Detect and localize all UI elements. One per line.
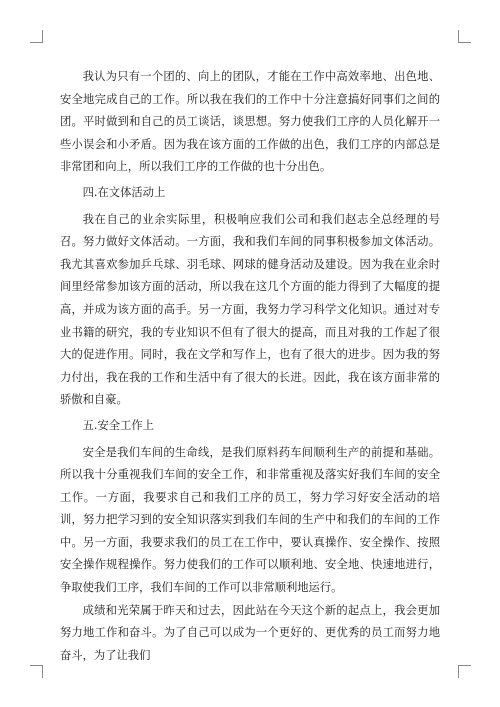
paragraph-safety-work: 安全是我们车间的生命线，是我们原料药车间顺利生产的前提和基础。所以我十分重视我们车间的安全工作，和非常重视及落实好我们车间的安全工作。一方面，我要求自己和我们工序的员工，努力学习好安全活动的培训，努力把学习到的安全知识落实到我们车间的生产中和我们的车间的工作中。另一方面，我要求我们的员工在工作中，要认真操作、安全操作、按照安全操作规程操作。努力使我们的工作可以顺利地、安全地、快速地进行，争取使我们工序，我们车间的工作可以非常顺利地运行。 [60, 445, 440, 595]
paragraph-conclusion: 成绩和光荣属于昨天和过去，因此站在今天这个新的起点上，我会更加努力地工作和奋斗。为了自己可以成为一个更好的、更优秀的员工而努力地奋斗，为了让我们 [60, 603, 440, 662]
document-body [60, 66, 440, 667]
heading-cultural-activities: 四.在文体活动上 [82, 185, 166, 199]
paragraph-team: 我认为只有一个团的、向上的团队，才能在工作中高效率地、出色地、安全地完成自己的工作。所以我在我们的工作中十分注意搞好同事们之间的团。平时做到和自己的员工谈话，谈思想。努力使我们工序的人员化解开一些小误会和小矛盾。因为我在该方面的工作做的出色，我们工序的内部总是非常团和向上，所以我们工序的工作做的也十分出色。 [60, 70, 440, 174]
heading-safety-work: 五.安全工作上 [82, 418, 154, 432]
crop-mark-top-left [30, 30, 43, 43]
crop-mark-bottom-right [458, 665, 471, 678]
crop-mark-top-right [458, 30, 471, 43]
crop-mark-bottom-left [30, 665, 43, 678]
paragraph-cultural-activities: 我在自己的业余实际里，积极响应我们公司和我们赵志全总经理的号召。努力做好文体活动。一方面，我和我们车间的同事积极参加文体活动。我尤其喜欢参加乒乓球、羽毛球、网球的健身活动及建设。因为我在业余时间里经常参加该方面的活动，所以我在这几个方面的能力得到了大幅度的提高，并成为该方面的高手。另一方面，我努力学习科学文化知识。通过对专业书籍的研究，我的专业知识不但有了很大的提高，而且对我的工作起了很大的促进作用。同时，我在文学和写作上，也有了很大的进步。因为我的努力付出，我在我的工作和生活中有了很大的长进。因此，我在该方面非常的骄傲和自豪。 [60, 212, 440, 407]
